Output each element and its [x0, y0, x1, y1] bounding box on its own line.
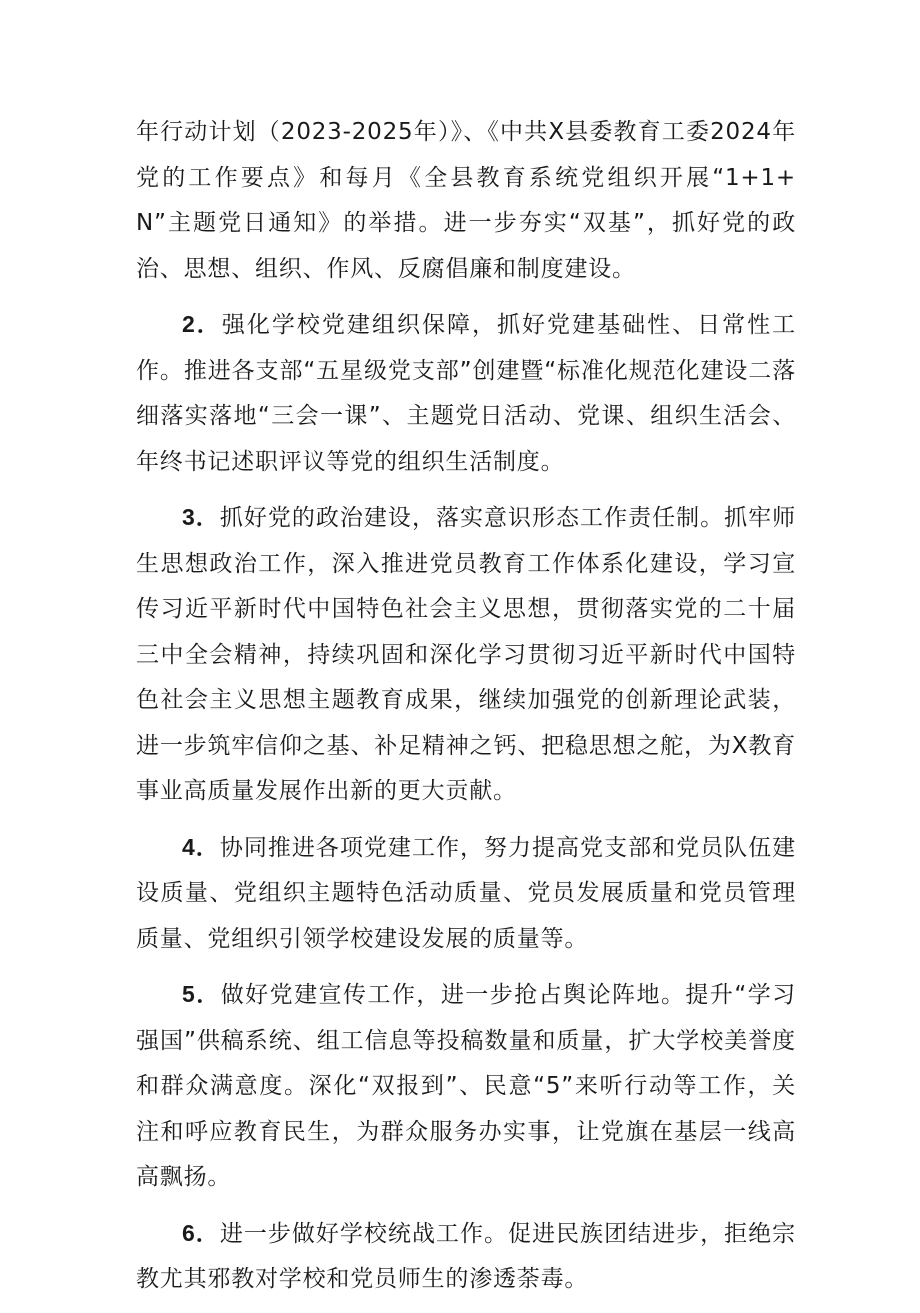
paragraph-item-4 [136, 825, 796, 963]
paragraph-text: 抓好党的政治建设，落实意识形态工作责任制。抓牢师生思想政治工作，深入推进党员教育工作体系化建设，学习宣传习近平新时代中国特色社会主义思想，贯彻落实党的二十届三中全会精神，持续巩固和深化学习贯彻习近平新时代中国特色社会主义思想主题教育成果，继续加强党的创新理论武装，进一步筑牢信仰之基、补足精神之钙、把稳思想之舵，为X教育事业高质量发展作出新的更大贡献。 [136, 505, 796, 804]
paragraph-text: 年行动计划（2023-2025年）》、《中共X县委教育工委2024年党的工作要点》和每月《全县教育系统党组织开展“1+1+N”主题党日通知》的举措。进一步夯实“双基”，抓好党的政治、思想、组织、作风、反腐倡廉和制度建设。 [136, 119, 796, 282]
document-page [136, 110, 796, 1313]
paragraph-item-3 [136, 495, 796, 815]
paragraph-text: 进一步做好学校统战工作。促进民族团结进步，拒绝宗教尤其邪教对学校和党员师生的渗透荼毒。 [136, 1220, 796, 1292]
paragraph-item-2 [136, 302, 796, 485]
paragraph-text: 协同推进各项党建工作，努力提高党支部和党员队伍建设质量、党组织主题特色活动质量、党员发展质量和党员管理质量、党组织引领学校建设发展的质量等。 [136, 834, 796, 952]
paragraph-text: 强化学校党建组织保障，抓好党建基础性、日常性工作。推进各支部“五星级党支部”创建暨“标准化规范化建设二落细落实落地“三会一课”、主题党日活动、党课、组织生活会、年终书记述职评议等党的组织生活制度。 [136, 312, 796, 475]
paragraph-number: 3． [182, 504, 220, 530]
paragraph-number: 5． [182, 981, 221, 1007]
paragraph-number: 6． [182, 1219, 220, 1246]
paragraph-item-5 [136, 972, 796, 1201]
paragraph-text: 做好党建宣传工作，进一步抢占舆论阵地。提升“学习强国”供稿系统、组工信息等投稿数量和质量，扩大学校美誉度和群众满意度。深化“双报到”、民意“5”来听行动等工作，关注和呼应教育民生，为群众服务办实事，让党旗在基层一线高高飘扬。 [136, 982, 796, 1190]
paragraph-continuation [136, 110, 796, 292]
paragraph-number: 2． [182, 311, 222, 337]
paragraph-item-6 [136, 1211, 796, 1303]
paragraph-number: 4． [182, 833, 220, 860]
